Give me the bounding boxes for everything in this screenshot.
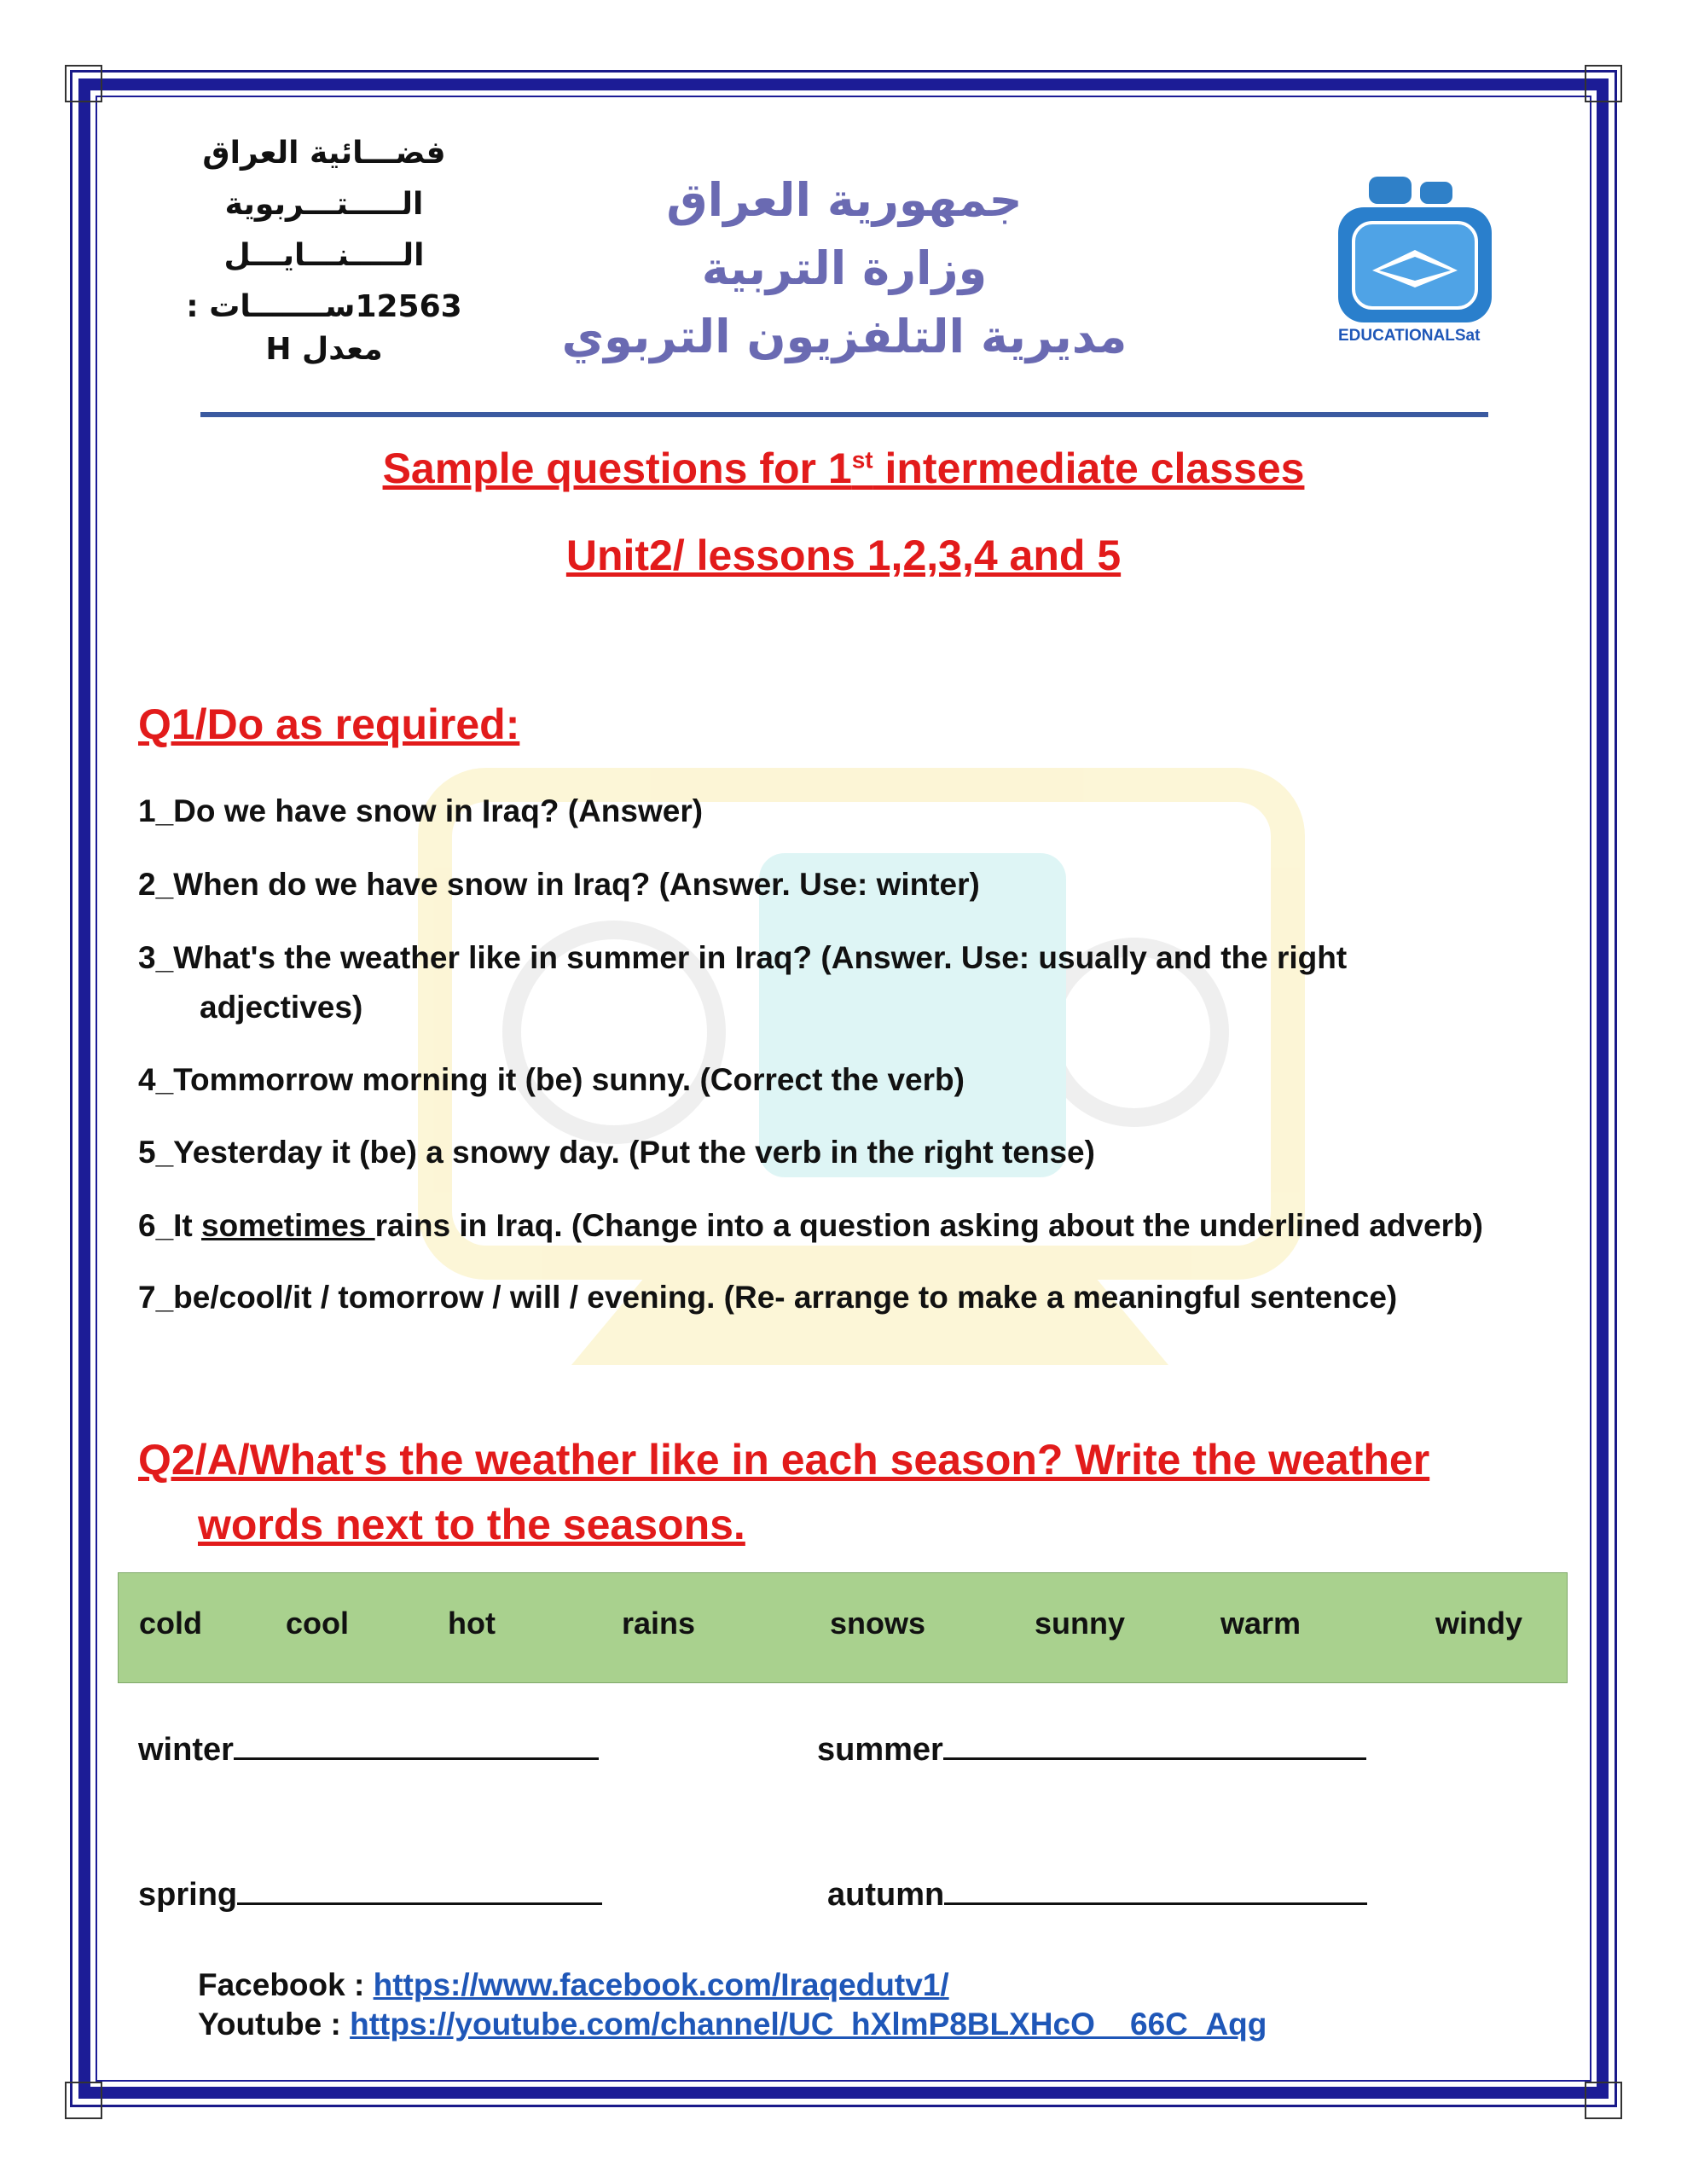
season-answer-winter: [138, 1732, 599, 1769]
answer-line[interactable]: [234, 1732, 599, 1760]
season-label: autumn: [827, 1877, 945, 1913]
channel-info: [145, 128, 503, 367]
answer-line[interactable]: [237, 1877, 602, 1905]
word-bank-item: snows: [830, 1606, 926, 1641]
answer-line[interactable]: [944, 1877, 1367, 1905]
title-superscript: st: [851, 446, 873, 473]
title-text: Sample questions for 1: [382, 444, 852, 492]
q1-item-6-text: 6_It: [138, 1208, 202, 1243]
frame-corner-top-right: [1585, 65, 1622, 102]
underlined-adverb: sometimes: [201, 1208, 375, 1243]
ministry-line: جمهورية العراق: [666, 173, 1023, 227]
facebook-link-row: [198, 1967, 949, 2003]
answer-line[interactable]: [943, 1732, 1366, 1760]
channel-info-line: معدل H: [265, 332, 383, 367]
q1-item-4: 4_Tommorrow morning it (be) sunny. (Correct the verb): [138, 1062, 965, 1097]
word-bank-item: hot: [448, 1606, 496, 1641]
season-answer-autumn: [827, 1877, 1367, 1914]
word-bank: [118, 1572, 1568, 1683]
educational-sat-logo: [1335, 175, 1527, 346]
facebook-link[interactable]: https://www.facebook.com/Iraqedutv1/: [373, 1967, 949, 2002]
youtube-label: Youtube :: [198, 2007, 351, 2042]
frame-corner-bottom-left: [65, 2082, 102, 2119]
header-divider: [200, 412, 1488, 417]
word-bank-item: cool: [286, 1606, 350, 1641]
q1-item-1: 1_Do we have snow in Iraq? (Answer): [138, 793, 704, 828]
youtube-link[interactable]: https://youtube.com/channel/UC_hXlmP8BLXHcO__66C_Aqg: [350, 2007, 1267, 2042]
q1-item-5: 5_Yesterday it (be) a snowy day. (Put the verb in the right tense): [138, 1135, 1095, 1170]
frame-corner-top-left: [65, 65, 102, 102]
season-label: summer: [817, 1732, 943, 1768]
ministry-line: وزارة التربية: [701, 241, 988, 295]
q1-item-7: 7_be/cool/it / tomorrow / will / evening. (Re- arrange to make a meaningful sentence): [138, 1280, 1398, 1315]
q1-item-3-continuation: adjectives): [200, 990, 363, 1025]
word-bank-item: warm: [1220, 1606, 1301, 1641]
q1-heading: Q1/Do as required:: [138, 700, 520, 748]
q1-item-6-text-end: rains in Iraq. (Change into a question asking about the underlined adverb): [374, 1208, 1483, 1243]
q1-item-3: [138, 940, 1347, 1025]
season-label: winter: [138, 1732, 234, 1768]
word-bank-item: rains: [622, 1606, 696, 1641]
q2-heading-continuation: words next to the seasons.: [198, 1501, 745, 1548]
frame-corner-bottom-right: [1585, 2082, 1622, 2119]
page-subtitle: Unit2/ lessons 1,2,3,4 and 5: [565, 531, 1122, 579]
word-bank-item: windy: [1435, 1606, 1523, 1641]
channel-info-line: الـــــتـــربوية الـــــنـــايـــل: [223, 187, 425, 273]
youtube-link-row: [198, 2007, 1267, 2042]
q1-item-3-text: 3_What's the weather like in summer in Iraq? (Answer. Use: usually and the right: [138, 940, 1348, 975]
season-label: spring: [138, 1877, 238, 1913]
word-bank-item: cold: [139, 1606, 203, 1641]
q1-item-6: [138, 1208, 1571, 1244]
channel-info-line: 12563ســـــــات :: [186, 289, 462, 324]
word-bank-item: sunny: [1035, 1606, 1126, 1641]
facebook-label: Facebook :: [198, 1967, 374, 2002]
season-answer-summer: [817, 1732, 1366, 1769]
ministry-line: مديرية التلفزيون التربوي: [561, 310, 1128, 363]
page-title: [0, 444, 1687, 493]
title-text-end: intermediate classes: [872, 444, 1305, 492]
q2-heading: Q2/A/What's the weather like in each season? Write the weather: [138, 1436, 1430, 1484]
logo-text: EDUCATIONALSat: [1338, 327, 1481, 345]
season-answer-spring: [138, 1877, 602, 1914]
ministry-header: [546, 166, 1143, 371]
q1-item-2: 2_When do we have snow in Iraq? (Answer. Use: winter): [138, 867, 980, 902]
channel-info-line: فضـــائية العراق: [202, 136, 446, 171]
